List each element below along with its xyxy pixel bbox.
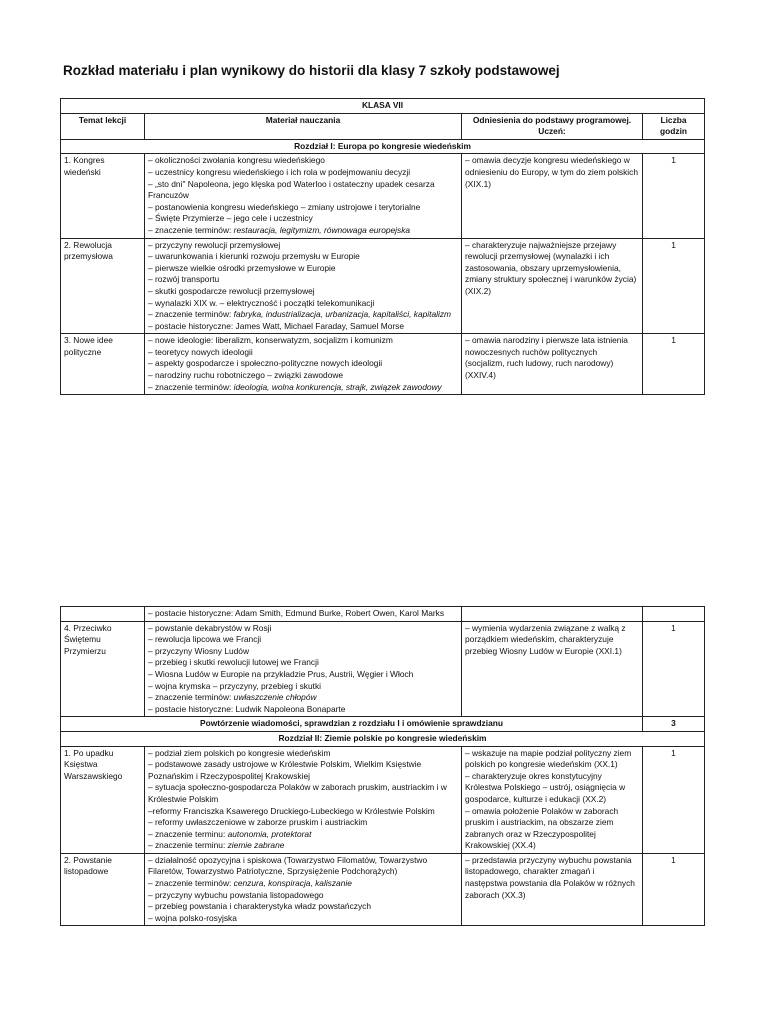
material-item (148, 692, 458, 704)
lesson-topic (61, 607, 145, 622)
syllabus-table-page2 (60, 606, 705, 926)
reference-item: – wskazuje na mapie podział polityczny ziem polskich po kongresie wiedeńskim (XX.1) (465, 747, 632, 770)
section-title: Rozdział I: Europa po kongresie wiedeńskim (61, 139, 705, 154)
terms-list: ideologia, wolna konkurencja, strajk, związek zawodowy (233, 381, 442, 392)
terms-prefix: – znaczenie terminów: (148, 224, 234, 235)
terms-prefix: – znaczenie terminów: (148, 309, 234, 320)
reference-item: – charakteryzuje okres konstytucyjny Królestwa Polskiego – ustrój, osiągnięcia w gospodarce, kulturze i edukacji (XX.2) (465, 770, 626, 804)
header-hours: Liczba godzin (643, 113, 705, 139)
lesson-hours: 1 (643, 853, 705, 926)
syllabus-table-page1 (60, 98, 705, 395)
terms-list: fabryka, industrializacja, urbanizacja, kapitaliści, kapitalizm (233, 309, 452, 320)
material-item: – pierwsze wielkie ośrodki przemysłowe w Europie (148, 262, 336, 273)
lesson-hours: 1 (643, 746, 705, 853)
lesson-reference: – wymienia wydarzenia związane z walką z porządkiem wiedeńskim, charakteryzuje przebieg Wiosny Ludów w Europie (XXI.1) (462, 621, 643, 717)
material-item: – przyczyny rewolucji przemysłowej (148, 239, 281, 250)
material-item: – uwarunkowania i kierunki rozwoju przemysłu w Europie (148, 251, 360, 262)
table-row (61, 154, 705, 238)
table-row (61, 238, 705, 334)
lesson-material: – postacie historyczne: Adam Smith, Edmund Burke, Robert Owen, Karol Marks (145, 607, 462, 622)
material-item: – sytuacja społeczno-gospodarcza Polaków w zaborach pruskim, austriackim i w Królestwie Polskim (148, 782, 447, 804)
lesson-reference: – omawia narodziny i pierwsze lata istnienia nowoczesnych ruchów politycznych (socjalizm, ruch ludowy, ruch narodowy) (XXIV.4) (462, 334, 643, 395)
material-item: – przebieg i skutki rewolucji lutowej we Francji (148, 657, 319, 668)
terms-prefix: – znaczenie terminów: (148, 692, 234, 703)
lesson-material (145, 621, 462, 717)
lesson-topic: 1. Kongres wiedeński (61, 154, 145, 238)
material-item: – skutki gospodarcze rewolucji przemysłowej (148, 285, 315, 296)
material-item: – przyczyny wybuchu powstania listopadowego (148, 889, 324, 900)
material-item: – teoretycy nowych ideologii (148, 346, 253, 357)
material-item: –reformy Franciszka Ksawerego Druckiego-Lubeckiego w Królestwie Polskim (148, 805, 435, 816)
terms-list: ziemie zabrane (227, 840, 285, 851)
table-row (61, 334, 705, 395)
material-item (148, 878, 458, 890)
material-item (148, 309, 458, 321)
lesson-topic: 2. Powstanie listopadowe (61, 853, 145, 926)
material-item: – wojna krymska – przyczyny, przebieg i skutki (148, 680, 321, 691)
lesson-material (145, 853, 462, 926)
lesson-reference: – charakteryzuje najważniejsze przejawy rewolucji przemysłowej (wynalazki i ich zastosowania, obszary uprzemysłowienia, zmiany struktury społecznej i warunków życia) (XIX.2) (462, 238, 643, 334)
header-topic: Temat lekcji (61, 113, 145, 139)
lesson-hours: 1 (643, 238, 705, 334)
material-item: – aspekty gospodarcze i społeczno-polityczne nowych ideologii (148, 358, 383, 369)
lesson-material (145, 746, 462, 853)
lesson-reference (462, 607, 643, 622)
table-title-row (61, 99, 705, 114)
material-item: – postanowienia kongresu wiedeńskiego – zmiany ustrojowe i terytorialne (148, 201, 421, 212)
header-material: Materiał nauczania (145, 113, 462, 139)
section-title: Rozdział II: Ziemie polskie po kongresie wiedeńskim (61, 731, 705, 746)
lesson-reference (462, 746, 643, 853)
material-item: – okoliczności zwołania kongresu wiedeńskiego (148, 155, 325, 166)
material-item: – uczestnicy kongresu wiedeńskiego i ich rola w podejmowaniu decyzji (148, 166, 411, 177)
material-item (148, 225, 458, 237)
header-row (61, 113, 705, 139)
lesson-material (145, 238, 462, 334)
material-item: – „sto dni" Napoleona, jego klęska pod Waterloo i ostateczny upadek cesarza Francuzów (148, 178, 435, 201)
review-label: Powtórzenie wiadomości, sprawdzian z rozdziału I i omówienie sprawdzianu (61, 717, 643, 732)
table-row (61, 621, 705, 717)
material-item: – reformy uwłaszczeniowe w zaborze pruskim i austriackim (148, 817, 368, 828)
table-title: KLASA VII (61, 99, 705, 114)
review-hours: 3 (643, 717, 705, 732)
section-row (61, 139, 705, 154)
lesson-hours (643, 607, 705, 622)
table-row (61, 746, 705, 853)
lesson-hours: 1 (643, 154, 705, 238)
terms-list: cenzura, konspiracja, kaliszanie (233, 878, 352, 889)
material-item: – wynalazki XIX w. – elektryczność i początki telekomunikacji (148, 297, 375, 308)
lesson-hours: 1 (643, 621, 705, 717)
terms-list: uwłaszczenie chłopów (233, 692, 317, 703)
material-item: – postacie historyczne: Ludwik Napoleona Bonaparte (148, 703, 346, 714)
lesson-topic: 2. Rewolucja przemysłowa (61, 238, 145, 334)
review-row (61, 717, 705, 732)
material-item: – powstanie dekabrystów w Rosji (148, 622, 272, 633)
section-row (61, 731, 705, 746)
material-item: – podział ziem polskich po kongresie wiedeńskim (148, 747, 331, 758)
terms-list: autonomia, protektorat (227, 828, 312, 839)
material-item: – postacie historyczne: James Watt, Michael Faraday, Samuel Morse (148, 320, 405, 331)
lesson-material (145, 334, 462, 395)
material-item: – wojna polsko-rosyjska (148, 912, 237, 923)
material-item: – narodziny ruchu robotniczego – związki zawodowe (148, 370, 344, 381)
lesson-topic: 4. Przeciwko Świętemu Przymierzu (61, 621, 145, 717)
terms-prefix: – znaczenie terminów: (148, 381, 234, 392)
terms-prefix: – znaczenie terminów: (148, 878, 234, 889)
table-row (61, 853, 705, 926)
reference-item: – omawia położenie Polaków w zaborach pruskim i austriackim, na obszarze ziem zabranych oraz w Rzeczypospolitej Krakowskiej (XX.4) (465, 805, 619, 851)
material-item: – przebieg powstania i charakterystyka władz powstańczych (148, 901, 371, 912)
material-item: – rozwój transportu (148, 274, 220, 285)
lesson-topic: 3. Nowe idee polityczne (61, 334, 145, 395)
material-item: – rewolucja lipcowa we Francji (148, 634, 262, 645)
material-item: – działalność opozycyjna i spiskowa (Towarzystwo Filomatów, Towarzystwo Filaretów, Towarzystwo Patriotyczne, Sprzysiężenie Podchorążych) (148, 854, 428, 877)
table-row (61, 607, 705, 622)
material-item (148, 829, 458, 841)
header-reference: Odniesienia do podstawy programowej. Uczeń: (462, 113, 643, 139)
material-item (148, 382, 458, 394)
page-title: Rozkład materiału i plan wynikowy do historii dla klasy 7 szkoły podstawowej (63, 63, 560, 78)
terms-prefix: – znaczenie terminu: (148, 840, 228, 851)
material-item: – nowe ideologie: liberalizm, konserwatyzm, socjalizm i komunizm (148, 335, 393, 346)
material-item: – przyczyny Wiosny Ludów (148, 645, 250, 656)
material-item: – podstawowe zasady ustrojowe w Królestwie Polskim, Wielkim Księstwie Poznańskim i Rzeczypospolitej Krakowskiej (148, 759, 422, 781)
lesson-hours: 1 (643, 334, 705, 395)
lesson-topic: 1. Po upadku Księstwa Warszawskiego (61, 746, 145, 853)
material-item: – Wiosna Ludów w Europie na przykładzie Prus, Austrii, Węgier i Włoch (148, 668, 414, 679)
lesson-reference: – przedstawia przyczyny wybuchu powstania listopadowego, charakter zmagań i następstwa powstania dla Polaków w różnych zaborach (XX.3) (462, 853, 643, 926)
lesson-reference: – omawia decyzje kongresu wiedeńskiego w odniesieniu do Europy, w tym do ziem polskich (XIX.1) (462, 154, 643, 238)
terms-list: restauracja, legitymizm, równowaga europejska (233, 224, 411, 235)
material-item (148, 840, 458, 852)
terms-prefix: – znaczenie terminu: (148, 828, 228, 839)
material-item: – Święte Przymierze – jego cele i uczestnicy (148, 213, 313, 224)
lesson-material (145, 154, 462, 238)
